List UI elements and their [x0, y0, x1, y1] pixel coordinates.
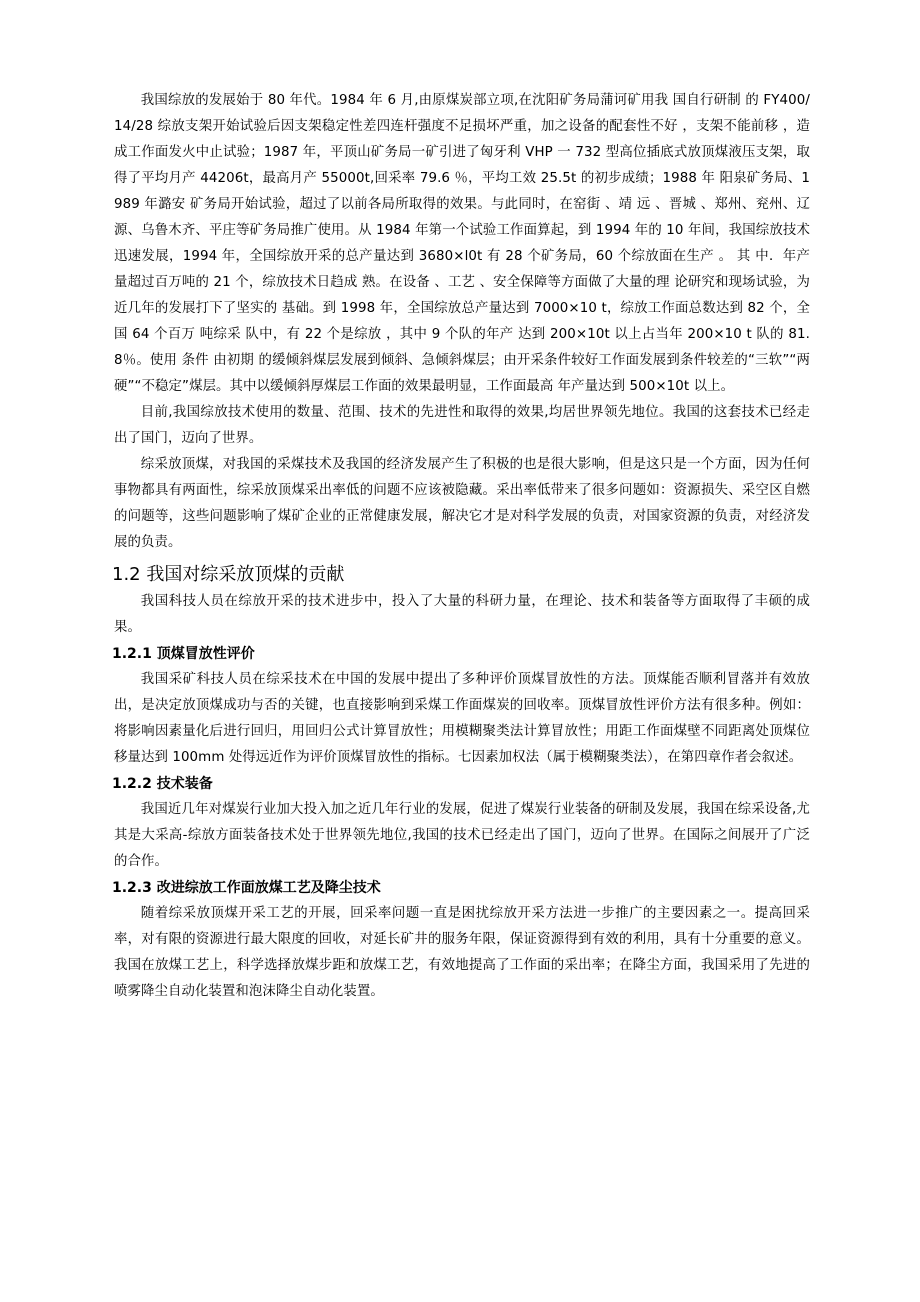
document-page [114, 88, 810, 1005]
section-heading-1-2: 1.2 我国对综采放顶煤的贡献 [112, 564, 345, 585]
paragraph-section-1-2-intro: 我国科技人员在综放开采的技术进步中，投入了大量的科研力量，在理论、技术和装备等方面取得了丰硕的成果。 [114, 594, 810, 635]
subsection-heading-1-2-3: 1.2.3 改进综放工作面放煤工艺及降尘技术 [112, 880, 381, 896]
paragraph-subsection-1-2-3: 随着综采放顶煤开采工艺的开展，回采率问题一直是困扰综放开采方法进一步推广的主要因素之一。提高回采率，对有限的资源进行最大限度的回收，对延长矿井的服务年限，保证资源得到有效的利用，具有十分重要的意义。我国在放煤工艺上，科学选择放煤步距和放煤工艺，有效地提高了工作面的采出率；在降尘方面，我国采用了先进的喷雾降尘自动化装置和泡沫降尘自动化装置。 [114, 906, 810, 999]
paragraph-current-status: 目前,我国综放技术使用的数量、范围、技术的先进性和取得的效果,均居世界领先地位。我国的这套技术已经走出了国门，迈向了世界。 [114, 405, 810, 446]
paragraph-subsection-1-2-1: 我国采矿科技人员在综采技术在中国的发展中提出了多种评价顶煤冒放性的方法。顶煤能否顺利冒落并有效放出，是决定放顶煤成功与否的关键，也直接影响到采煤工作面煤炭的回收率。顶煤冒放性评价方法有很多种。例如：将影响因素量化后进行回归，用回归公式计算冒放性；用模糊聚类法计算冒放性；用距工作面煤壁不同距离处顶煤位移量达到 100mm 处得远近作为评价顶煤冒放性的指标。七因素加权法（属于模糊聚类法），在第四章作者会叙述。 [114, 672, 810, 765]
paragraph-recovery-rate-problem: 综采放顶煤，对我国的采煤技术及我国的经济发展产生了积极的也是很大影响，但是这只是一个方面，因为任何事物都具有两面性，综采放顶煤采出率低的问题不应该被隐藏。采出率低带来了很多问题如：资源损失、采空区自燃的问题等，这些问题影响了煤矿企业的正常健康发展，解决它才是对科学发展的负责，对国家资源的负责，对经济发展的负责。 [114, 457, 810, 550]
subsection-heading-1-2-2: 1.2.2 技术装备 [112, 776, 213, 792]
paragraph-subsection-1-2-2: 我国近几年对煤炭行业加大投入加之近几年行业的发展，促进了煤炭行业装备的研制及发展，我国在综采设备,尤其是大采高-综放方面装备技术处于世界领先地位,我国的技术已经走出了国门，迈向了世界。在国际之间展开了广泛的合作。 [114, 802, 810, 869]
paragraph-development-history: 我国综放的发展始于 80 年代。1984 年 6 月,由原煤炭部立项,在沈阳矿务局蒲诃矿用我 国自行研制 的 FY400/14/28 综放支架开始试验后因支架稳定性差四连杆强度不足损坏严重，加之设备的配套性不好 ，支架不能前移 ，造成工作面发火中止试验；1987 年，平顶山矿务局一矿引进了匈牙利 VHP 一 732 型高位插底式放顶煤液压支架，取得了平均月产 44206t，最高月产 55000t,回采率 79.6 ％，平均工效 25.5t 的初步成绩；1988 年 阳泉矿务局、1989 年潞安 矿务局开始试验，超过了以前各局所取得的效果。与此同时，在窑街 、靖 远 、晋城 、郑州、兖州、辽源、乌鲁木齐、平庄等矿务局推广使用。从 1984 年第一个试验工作面算起，到 1994 年的 10 年间，我国综放技术迅速发展，1994 年，全国综放开采的总产量达到 3680×l0t 有 28 个矿务局，60 个综放面在生产 。 其 中．年产量超过百万吨的 21 个，综放技术日趋成 熟。在设备 、工艺 、安全保障等方面做了大量的理 论研究和现场试验，为近几年的发展打下了坚实的 基础。到 1998 年，全国综放总产量达到 7000×10 t，综放工作面总数达到 82 个，全国 64 个百万 吨综采 队中，有 22 个是综放 ，其中 9 个队的年产 达到 200×10t 以上占当年 200×10 t 队的 81.8％。使用 条件 由初期 的缓倾斜煤层发展到倾斜、急倾斜煤层；由开采条件较好工作面发展到条件较差的“三软”“两硬”“不稳定”煤层。其中以缓倾斜厚煤层工作面的效果最明显，工作面最高 年产量达到 500×10t 以上。 [114, 93, 810, 394]
subsection-heading-1-2-1: 1.2.1 顶煤冒放性评价 [112, 646, 255, 662]
